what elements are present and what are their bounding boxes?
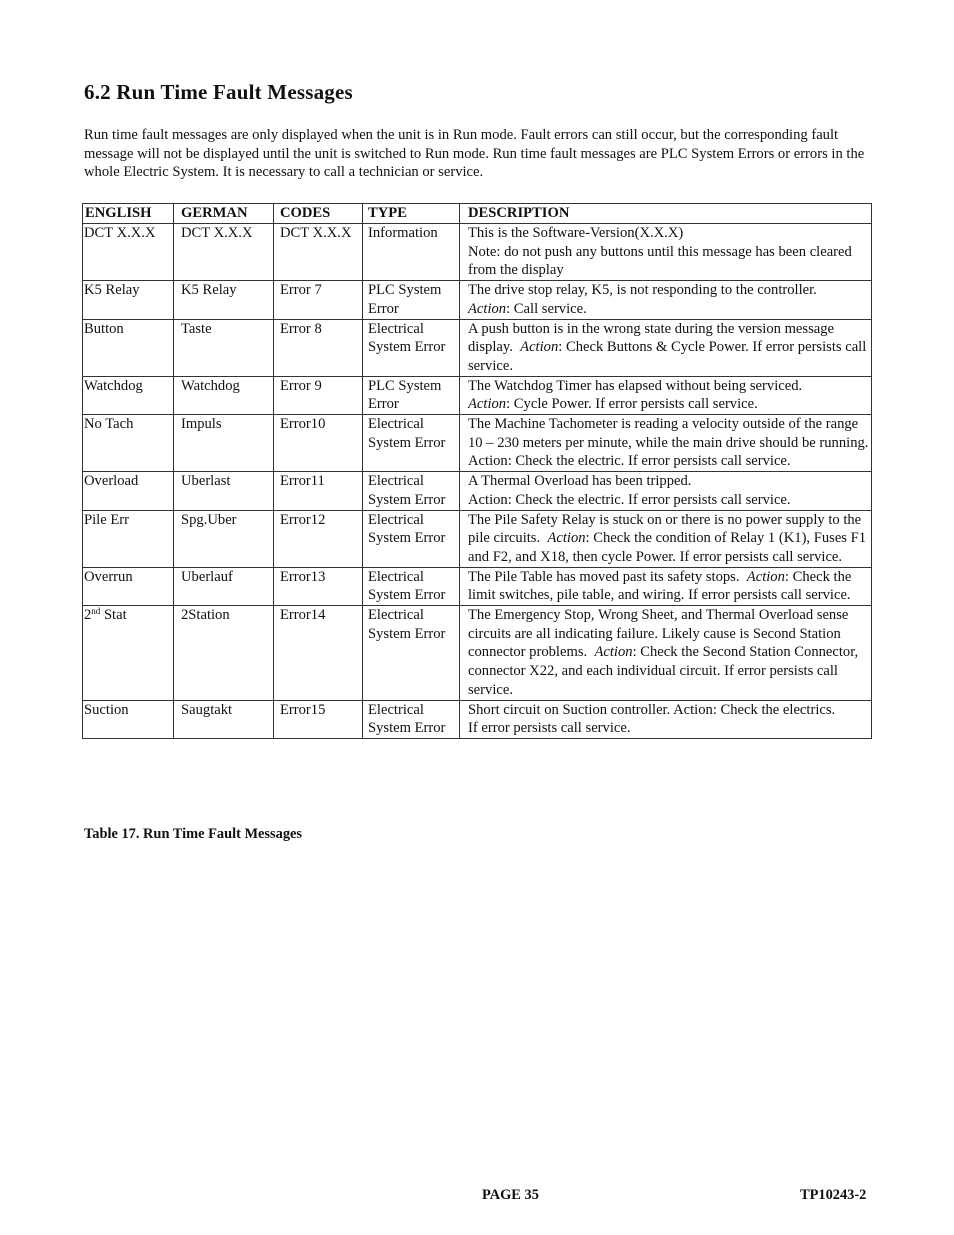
action-text: : Check Buttons & Cycle Power. If error persists call service. bbox=[468, 339, 867, 374]
cell-description bbox=[460, 376, 872, 414]
cell-german: K5 Relay bbox=[174, 281, 274, 319]
cell-code: Error15 bbox=[274, 700, 363, 738]
cell-german: Spg.Uber bbox=[174, 510, 274, 567]
action-text: : Cycle Power. If error persists call service. bbox=[506, 396, 758, 413]
cell-description bbox=[460, 700, 872, 738]
cell-english: Overrun bbox=[83, 567, 174, 605]
cell-code: Error14 bbox=[274, 606, 363, 701]
cell-code: Error10 bbox=[274, 415, 363, 472]
cell-german: Impuls bbox=[174, 415, 274, 472]
cell-description bbox=[460, 472, 872, 510]
cell-english: Pile Err bbox=[83, 510, 174, 567]
description-line: Short circuit on Suction controller. Action: Check the electrics. bbox=[468, 701, 836, 718]
page-number: PAGE 35 bbox=[482, 1187, 539, 1203]
fault-messages-table bbox=[82, 203, 872, 739]
cell-type: Electrical System Error bbox=[363, 319, 460, 376]
header-description: DESCRIPTION bbox=[460, 204, 872, 224]
description-line: Action: Check the electric. If error persists call service. bbox=[468, 491, 791, 508]
action-text: : Check the condition of Relay 1 (K1), Fuses F1 and F2, and X18, then cycle Power. If error persists call service. bbox=[468, 530, 867, 565]
cell-description bbox=[460, 319, 872, 376]
table-row bbox=[83, 415, 872, 472]
action-label: Action bbox=[594, 644, 633, 661]
cell-german: Watchdog bbox=[174, 376, 274, 414]
section-heading: 6.2 Run Time Fault Messages bbox=[84, 80, 353, 104]
table-header-row bbox=[83, 204, 872, 224]
description-text: A push button is in the wrong state during the version message display. bbox=[468, 320, 835, 356]
ordinal-suffix: nd bbox=[91, 606, 101, 617]
action-label: Action bbox=[468, 396, 507, 413]
cell-german: 2Station bbox=[174, 606, 274, 701]
action-text: : Call service. bbox=[506, 300, 587, 317]
description-text: The Emergency Stop, Wrong Sheet, and Thermal Overload sense circuits are all indicating failure. Likely cause is Second Station connector problems. bbox=[468, 607, 849, 661]
action-text: : Check the Second Station Connector, connector X22, and each individual circuit. If error persists call service. bbox=[468, 644, 859, 698]
cell-type: Electrical System Error bbox=[363, 700, 460, 738]
cell-description bbox=[460, 606, 872, 701]
cell-english: DCT X.X.X bbox=[83, 224, 174, 281]
action-line bbox=[468, 395, 869, 414]
header-type: TYPE bbox=[363, 204, 460, 224]
cell-type: Electrical System Error bbox=[363, 415, 460, 472]
table-caption: Table 17. Run Time Fault Messages bbox=[84, 826, 303, 842]
cell-code: Error11 bbox=[274, 472, 363, 510]
cell-type: Electrical System Error bbox=[363, 510, 460, 567]
cell-code: Error 9 bbox=[274, 376, 363, 414]
cell-code: Error12 bbox=[274, 510, 363, 567]
action-label: Action bbox=[547, 530, 586, 547]
description-line: The drive stop relay, K5, is not responding to the controller. bbox=[468, 282, 817, 299]
cell-type: Electrical System Error bbox=[363, 472, 460, 510]
cell-german: DCT X.X.X bbox=[174, 224, 274, 281]
cell-english bbox=[83, 606, 174, 701]
header-german: GERMAN bbox=[174, 204, 274, 224]
cell-description bbox=[460, 281, 872, 319]
table-row bbox=[83, 224, 872, 281]
cell-english: Watchdog bbox=[83, 376, 174, 414]
header-english: ENGLISH bbox=[83, 204, 174, 224]
description-line: A Thermal Overload has been tripped. bbox=[468, 473, 692, 490]
header-codes: CODES bbox=[274, 204, 363, 224]
cell-description bbox=[460, 567, 872, 605]
cell-type: Electrical System Error bbox=[363, 567, 460, 605]
cell-type: Electrical System Error bbox=[363, 606, 460, 701]
cell-type: PLC System Error bbox=[363, 281, 460, 319]
action-text: : Check the limit switches, pile table, and wiring. If error persists call service. bbox=[468, 568, 852, 604]
cell-description: The Machine Tachometer is reading a velocity outside of the range 10 – 230 meters per minute, while the main drive should be running. Action: Check the electric. If error persists call service. bbox=[460, 415, 872, 472]
cell-type: PLC System Error bbox=[363, 376, 460, 414]
english-rest: Stat bbox=[100, 607, 127, 624]
cell-description bbox=[460, 224, 872, 281]
intro-paragraph: Run time fault messages are only displayed when the unit is in Run mode. Fault errors can still occur, but the corresponding fault message will not be displayed until the unit is switched to Run mode. Run time fault messages are PLC System Errors or errors in the whole Electric System. It is necessary to call a technician or service. bbox=[84, 127, 865, 181]
table-row bbox=[83, 567, 872, 605]
cell-english: K5 Relay bbox=[83, 281, 174, 319]
cell-german: Saugtakt bbox=[174, 700, 274, 738]
cell-english: Overload bbox=[83, 472, 174, 510]
cell-german: Uberlauf bbox=[174, 567, 274, 605]
action-label: Action bbox=[468, 300, 507, 317]
cell-german: Uberlast bbox=[174, 472, 274, 510]
table-row bbox=[83, 376, 872, 414]
description-line: Note: do not push any buttons until this message has been cleared from the display bbox=[468, 243, 852, 279]
cell-english: Button bbox=[83, 319, 174, 376]
cell-german: Taste bbox=[174, 319, 274, 376]
table-row bbox=[83, 510, 872, 567]
table-row bbox=[83, 700, 872, 738]
description-line: This is the Software-Version(X.X.X) bbox=[468, 225, 684, 241]
action-label: Action bbox=[520, 339, 559, 356]
action-line bbox=[468, 300, 869, 319]
action-label: Action bbox=[746, 568, 785, 585]
cell-english: No Tach bbox=[83, 415, 174, 472]
description-text: The Pile Safety Relay is stuck on or there is no power supply to the pile circuits. bbox=[468, 511, 862, 547]
cell-type: Information bbox=[363, 224, 460, 281]
table-row bbox=[83, 281, 872, 319]
cell-english: Suction bbox=[83, 700, 174, 738]
cell-code: DCT X.X.X bbox=[274, 224, 363, 281]
table-row bbox=[83, 319, 872, 376]
cell-description bbox=[460, 510, 872, 567]
cell-code: Error 7 bbox=[274, 281, 363, 319]
table-row bbox=[83, 472, 872, 510]
document-number: TP10243-2 bbox=[800, 1187, 867, 1203]
cell-code: Error13 bbox=[274, 567, 363, 605]
description-line: The Watchdog Timer has elapsed without being serviced. bbox=[468, 377, 803, 394]
table-row bbox=[83, 606, 872, 701]
description-line: If error persists call service. bbox=[468, 720, 631, 737]
description-text: The Pile Table has moved past its safety stops. bbox=[468, 568, 740, 585]
cell-code: Error 8 bbox=[274, 319, 363, 376]
english-number: 2 bbox=[84, 607, 92, 624]
